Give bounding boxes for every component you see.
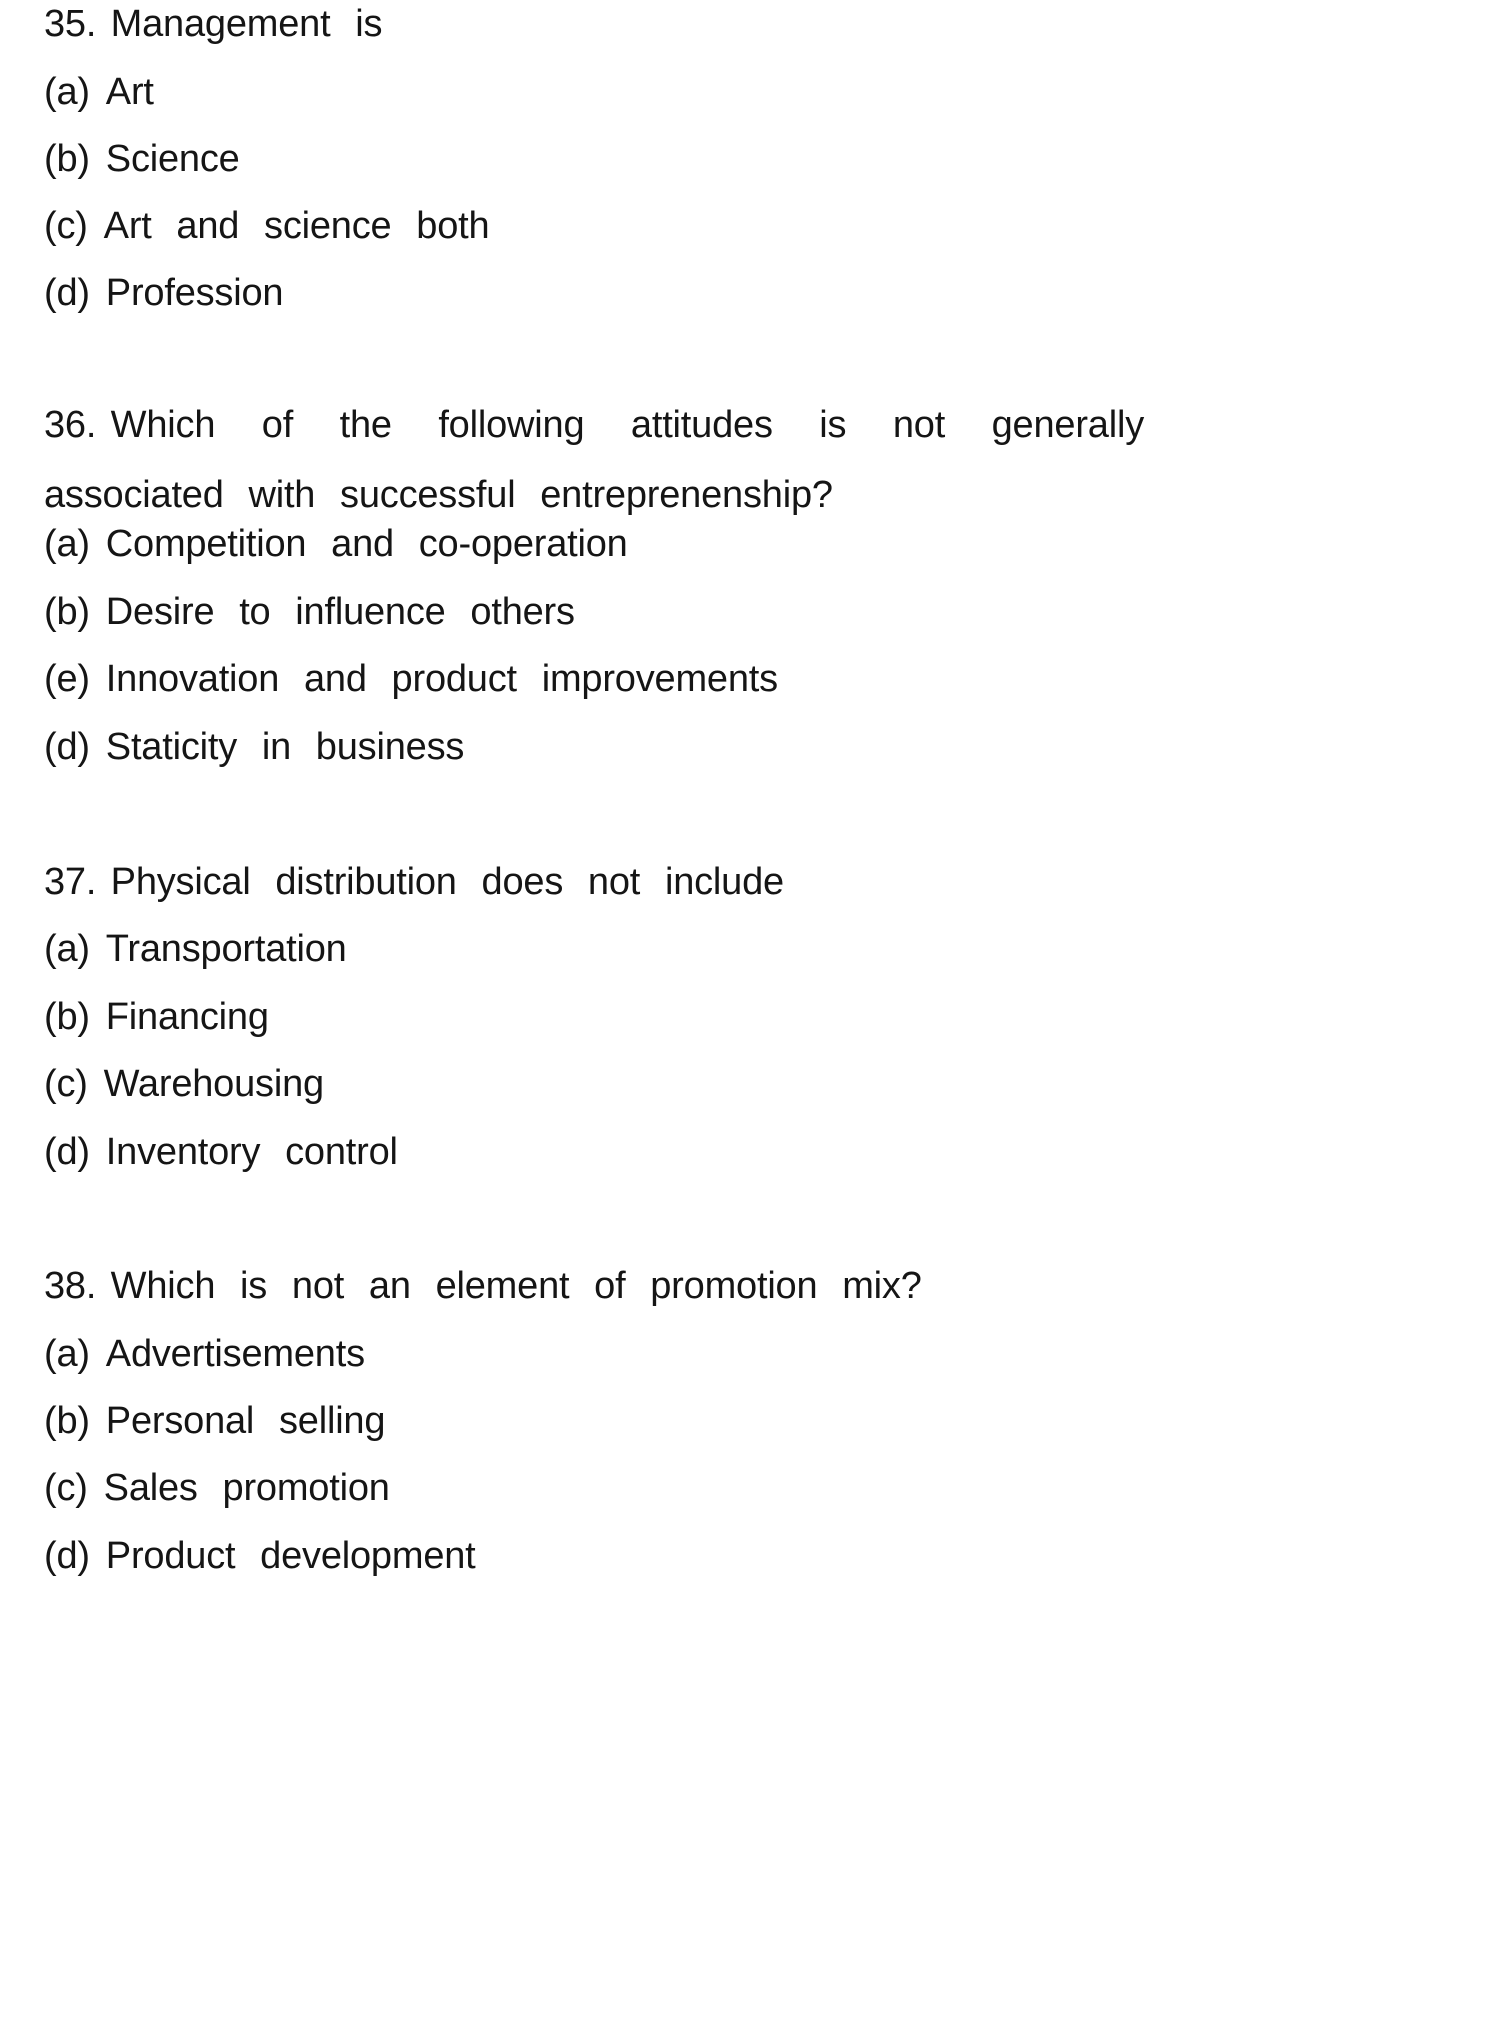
option-text: Sales promotion xyxy=(103,1467,390,1509)
option-letter: (b) xyxy=(44,138,90,180)
option-letter: (b) xyxy=(44,591,90,633)
option-letter: (d) xyxy=(44,1131,90,1173)
question-number: 35. xyxy=(44,3,97,45)
option-letter: (d) xyxy=(44,272,90,314)
option-text: Staticity in business xyxy=(105,726,465,768)
option-text: Financing xyxy=(105,996,269,1038)
option-text: Personal selling xyxy=(105,1400,386,1442)
question-text: Physical distribution does not include xyxy=(110,861,784,903)
option-35-c xyxy=(44,204,489,248)
option-37-a xyxy=(44,927,347,971)
option-text: Warehousing xyxy=(103,1063,324,1105)
option-38-a xyxy=(44,1332,365,1376)
option-letter: (a) xyxy=(44,928,90,970)
question-37 xyxy=(44,860,784,904)
question-36 xyxy=(44,390,1144,530)
option-37-c xyxy=(44,1062,324,1106)
option-38-b xyxy=(44,1399,385,1443)
option-letter: (a) xyxy=(44,1333,90,1375)
option-letter: (b) xyxy=(44,996,90,1038)
question-number: 37. xyxy=(44,861,97,903)
question-number: 38. xyxy=(44,1265,97,1307)
option-letter: (c) xyxy=(44,205,88,247)
option-37-b xyxy=(44,995,269,1039)
option-letter: (d) xyxy=(44,726,90,768)
question-number: 36. xyxy=(44,404,97,446)
option-letter: (d) xyxy=(44,1535,90,1577)
option-text: Product development xyxy=(105,1535,476,1577)
option-letter: (c) xyxy=(44,1063,88,1105)
option-text: Innovation and product improvements xyxy=(105,658,778,700)
question-text: Which is not an element of promotion mix? xyxy=(110,1265,922,1307)
option-letter: (e) xyxy=(44,658,90,700)
option-text: Science xyxy=(105,138,240,180)
option-35-d xyxy=(44,271,283,315)
option-text: Art xyxy=(105,71,154,113)
option-text: Desire to influence others xyxy=(105,591,575,633)
question-text: Which of the following attitudes is not generally associated with successful entreprenenship? xyxy=(44,404,1144,516)
question-38 xyxy=(44,1264,922,1308)
option-text: Advertisements xyxy=(105,1333,365,1375)
option-text: Competition and co-operation xyxy=(105,523,628,565)
option-35-a xyxy=(44,70,154,114)
question-35 xyxy=(44,2,382,46)
option-text: Inventory control xyxy=(105,1131,398,1173)
option-37-d xyxy=(44,1130,398,1174)
option-letter: (a) xyxy=(44,71,90,113)
option-letter: (b) xyxy=(44,1400,90,1442)
option-38-c xyxy=(44,1466,390,1510)
option-36-d xyxy=(44,725,464,769)
option-36-e xyxy=(44,657,778,701)
option-letter: (c) xyxy=(44,1467,88,1509)
option-letter: (a) xyxy=(44,523,90,565)
option-36-a xyxy=(44,522,628,566)
question-text: Management is xyxy=(110,3,383,45)
option-36-b xyxy=(44,590,575,634)
option-35-b xyxy=(44,137,240,181)
option-text: Art and science both xyxy=(103,205,490,247)
option-text: Profession xyxy=(105,272,284,314)
option-38-d xyxy=(44,1534,476,1578)
option-text: Transportation xyxy=(105,928,347,970)
